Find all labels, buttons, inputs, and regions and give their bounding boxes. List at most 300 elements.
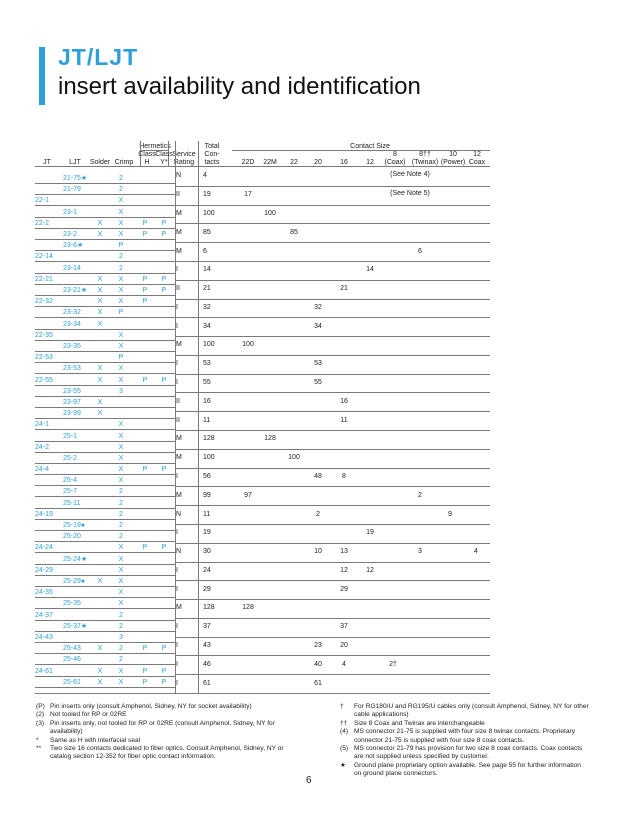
cell-crimp: 2 — [119, 533, 123, 540]
table-row-rule — [35, 474, 175, 475]
table-row-rule — [35, 228, 175, 229]
cell-ljt: 25-35 — [63, 600, 81, 607]
cell-ljt: 23-34 — [63, 321, 81, 328]
cell-jt: 22-1 — [35, 197, 50, 204]
table-row-rule — [175, 317, 490, 318]
cell-size-s20: 40 — [314, 661, 322, 668]
table-row-rule — [175, 543, 490, 544]
cell-class-y: P — [161, 544, 167, 551]
cell-jt: 24-35 — [35, 589, 53, 596]
table-row-rule — [35, 552, 175, 553]
table-row-rule — [35, 620, 175, 621]
table-row-rule — [35, 530, 175, 531]
cell-size-s22d: 97 — [244, 492, 252, 499]
cell-total: 34 — [203, 323, 211, 330]
cell-ljt: 23-21★ — [63, 287, 88, 294]
footnote-text: Same as H with interfacial seal — [50, 736, 141, 744]
col-header-size-s8tt: (Twinax) — [411, 159, 439, 166]
cell-class-y: P — [161, 668, 167, 675]
table-row-rule — [35, 261, 175, 262]
page-number: 6 — [306, 775, 312, 786]
cell-service: I — [176, 586, 178, 593]
service-column-divider — [175, 141, 176, 693]
cell-crimp: X — [118, 343, 124, 350]
cell-total: 128 — [203, 435, 215, 442]
cell-crimp: X — [118, 197, 124, 204]
cell-total: 4 — [203, 172, 207, 179]
cell-ljt: 25-2 — [63, 455, 78, 462]
cell-service: N — [176, 511, 182, 518]
table-row-rule — [35, 205, 175, 206]
cell-crimp: X — [118, 332, 124, 339]
footnote — [340, 745, 590, 762]
table-row-rule — [35, 373, 175, 374]
cell-crimp: X — [118, 365, 124, 372]
cell-service: I — [176, 323, 178, 330]
cell-ljt: 25-11 — [63, 500, 81, 507]
cell-class-y: P — [161, 466, 167, 473]
cell-ljt: 25-43 — [63, 645, 81, 652]
col-header-service: Rating — [173, 159, 195, 166]
series-title: JT/LJT — [58, 44, 139, 70]
cell-ljt: 23-14 — [63, 265, 81, 272]
cell-crimp: X — [118, 600, 124, 607]
cell-jt: 22-2 — [35, 220, 50, 227]
cell-jt: 24-61 — [35, 668, 53, 675]
table-row-rule — [35, 519, 175, 520]
cell-class-h: P — [142, 544, 148, 551]
table-row-rule — [35, 586, 175, 587]
header-rule — [35, 166, 490, 167]
cell-size-s16: 12 — [340, 567, 348, 574]
footnote — [340, 720, 590, 728]
col-header-size-s22: 22 — [290, 159, 298, 166]
cell-solder: X — [97, 645, 103, 652]
cell-service: I — [176, 473, 178, 480]
cell-crimp: X — [118, 544, 124, 551]
cell-total: 128 — [203, 604, 215, 611]
cell-crimp: X — [118, 209, 124, 216]
cell-crimp: X — [118, 287, 124, 294]
footnote-text: MS connector 21-79 has provision for two size 8 coax contacts. Coax contacts are not supplied unless specified by customer. — [354, 745, 583, 761]
footnote-marker: ★ — [340, 761, 346, 769]
cell-jt: 22-32 — [35, 298, 53, 305]
table-row-rule — [35, 340, 175, 341]
table-row-rule — [35, 273, 175, 274]
table-row-rule — [175, 374, 490, 375]
footnote-text: Size 8 Coax and Twinax are interchangeable — [354, 719, 485, 727]
cell-size-s20: 55 — [314, 379, 322, 386]
cell-total: 100 — [203, 210, 215, 217]
cell-crimp: 2 — [119, 612, 123, 619]
col-header-service: Service — [172, 151, 196, 158]
col-header-size-s12c: Coax — [468, 159, 486, 166]
cell-size-s20: 53 — [314, 360, 322, 367]
table-row-rule — [175, 562, 490, 563]
cell-size-s8tt: 6 — [418, 248, 422, 255]
footnotes-left — [36, 703, 304, 762]
cell-size-s16: 16 — [340, 398, 348, 405]
cell-size-s22: 85 — [290, 229, 298, 236]
table-row-rule — [35, 496, 175, 497]
cell-service: II — [176, 191, 180, 198]
footnote-text: Not tooled for RP or 02RE — [50, 711, 127, 719]
cell-service: I — [176, 680, 178, 687]
cell-size-s16: 21 — [340, 285, 348, 292]
cell-class-h: P — [142, 466, 148, 473]
cell-jt: 24-2 — [35, 444, 50, 451]
table-row-rule — [35, 396, 175, 397]
col-header-jt: JT — [43, 159, 51, 166]
cell-total: 100 — [203, 341, 215, 348]
cell-service: I — [176, 266, 178, 273]
cell-jt: 22-35 — [35, 332, 53, 339]
cell-total: 14 — [203, 266, 211, 273]
table-row-rule — [35, 608, 175, 609]
cell-class-h: P — [142, 231, 148, 238]
header-total: Con- — [204, 151, 220, 158]
cell-total: 6 — [203, 248, 207, 255]
footnote — [340, 728, 590, 745]
cell-ljt: 25-20 — [63, 533, 81, 540]
cell-total: 24 — [203, 567, 211, 574]
table-row-rule — [35, 653, 175, 654]
cell-ljt: 25-19● — [63, 522, 86, 529]
cell-crimp: 2 — [119, 175, 123, 182]
table-row-rule — [175, 674, 490, 675]
cell-class-h: P — [142, 668, 148, 675]
cell-ljt: 23-35 — [63, 343, 81, 350]
table-row-rule — [35, 217, 175, 218]
table-row-rule — [175, 449, 490, 450]
footnote — [36, 711, 304, 719]
table-row-rule — [175, 299, 490, 300]
header-contact-size: Contact Size — [350, 143, 390, 150]
table-row-rule — [35, 642, 175, 643]
col-header-size-s22m: 22M — [263, 159, 277, 166]
cell-crimp: X — [118, 589, 124, 596]
col-header-size-s8: 8 — [393, 151, 397, 158]
col-header-class-h: Class — [138, 151, 156, 158]
table-row-rule — [35, 429, 175, 430]
cell-ljt: 25-46 — [63, 656, 81, 663]
cell-total: 19 — [203, 529, 211, 536]
table-row-rule — [175, 261, 490, 262]
cell-class-h: P — [142, 679, 148, 686]
col-header-class-h: H — [144, 159, 150, 166]
cell-ljt: 21-79 — [63, 186, 81, 193]
cell-service: I — [176, 642, 178, 649]
cell-crimp: X — [118, 433, 124, 440]
cell-crimp: X — [118, 556, 124, 563]
cell-solder: X — [97, 365, 103, 372]
cell-size-s20: 23 — [314, 642, 322, 649]
cell-total: 19 — [203, 191, 211, 198]
cell-service: I — [176, 304, 178, 311]
table-row-rule — [35, 183, 175, 184]
table-row-rule — [35, 306, 175, 307]
cell-class-y: P — [161, 679, 167, 686]
cell-jt: 22-53 — [35, 354, 53, 361]
table-row-rule — [175, 430, 490, 431]
cell-size-s12: 14 — [366, 266, 374, 273]
cell-service: M — [176, 492, 182, 499]
cell-total: 11 — [203, 511, 211, 518]
cell-size-s16: 20 — [340, 642, 348, 649]
col-header-size-s12: 12 — [366, 159, 374, 166]
footnote — [36, 737, 304, 745]
table-row-rule — [35, 351, 175, 352]
cell-size-s16: 13 — [340, 548, 348, 555]
table-row-rule — [35, 676, 175, 677]
table-row-rule — [35, 664, 175, 665]
footnote — [340, 703, 590, 720]
footnote-marker: (2) — [36, 711, 45, 719]
table-row-rule — [35, 329, 175, 330]
cell-crimp: 2 — [119, 186, 123, 193]
footnote — [36, 703, 304, 711]
table-row-rule — [175, 392, 490, 393]
cell-crimp: 2 — [119, 265, 123, 272]
cell-service: M — [176, 210, 182, 217]
cell-total: 56 — [203, 473, 211, 480]
cell-size-s22d: 17 — [244, 191, 252, 198]
cell-class-y: P — [161, 377, 167, 384]
cell-total: 46 — [203, 661, 211, 668]
col-header-class-y: Y* — [160, 159, 168, 166]
cell-size-s20: 2 — [316, 511, 320, 518]
cell-total: 32 — [203, 304, 211, 311]
cell-total: 61 — [203, 680, 211, 687]
col-header-size-s10: (Power) — [440, 159, 466, 166]
cell-solder: X — [97, 287, 103, 294]
cell-ljt: 25-29● — [63, 578, 86, 585]
table-row-rule — [35, 284, 175, 285]
cell-crimp: X — [118, 477, 124, 484]
cell-solder: X — [97, 220, 103, 227]
cell-crimp: X — [118, 377, 124, 384]
table-row-rule — [175, 580, 490, 581]
footnote-marker: (4) — [340, 728, 349, 736]
cell-total: 30 — [203, 548, 211, 555]
table-row-rule — [35, 441, 175, 442]
cell-size-s22: 100 — [288, 454, 300, 461]
cell-size-s20: 32 — [314, 304, 322, 311]
cell-crimp: X — [118, 421, 124, 428]
cell-jt: 22-55 — [35, 377, 53, 384]
footnote-marker: (3) — [36, 719, 45, 727]
cell-size-s12c: 4 — [474, 548, 478, 555]
table-row-rule — [175, 411, 490, 412]
table-row-rule — [35, 463, 175, 464]
table-row-rule — [35, 418, 175, 419]
cell-note: (See Note 5) — [390, 190, 430, 197]
cell-service: I — [176, 661, 178, 668]
table-row-rule — [175, 336, 490, 337]
table-row-rule — [175, 468, 490, 469]
cell-size-s10: 9 — [448, 511, 452, 518]
table-row-rule — [35, 194, 175, 195]
footnote-text: Two size 16 contacts dedicated to fiber optics. Consult Amphenol, Sidney, NY or catalog section 12-352 for fiber optic contact information. — [50, 745, 284, 761]
cell-service: M — [176, 435, 182, 442]
table-row-rule — [35, 631, 175, 632]
cell-ljt: 25-7 — [63, 488, 78, 495]
footnote-text: MS connector 21-75 is supplied with four size 8 twinax contacts. Proprietary connector 21-75 is supplied with four size 8 coax contacts. — [354, 728, 575, 744]
cell-total: 85 — [203, 229, 211, 236]
footnote-marker: (5) — [340, 745, 349, 753]
cell-total: 55 — [203, 379, 211, 386]
footnote — [36, 720, 304, 737]
table-row-rule — [35, 385, 175, 386]
table-row-rule — [175, 505, 490, 506]
cell-jt: 22-21 — [35, 276, 53, 283]
cell-solder: X — [97, 377, 103, 384]
col-header-solder: Solder — [89, 159, 111, 166]
cell-note: (See Note 4) — [390, 171, 430, 178]
cell-jt: 24-1 — [35, 421, 50, 428]
cell-service: I — [176, 379, 178, 386]
cell-service: II — [176, 398, 180, 405]
cell-class-y: P — [161, 645, 167, 652]
cell-size-s16: 11 — [340, 417, 348, 424]
cell-total: 16 — [203, 398, 211, 405]
col-header-size-s10: 10 — [449, 151, 457, 158]
cell-class-y: P — [161, 220, 167, 227]
table-row-rule — [35, 541, 175, 542]
table-row-rule — [175, 280, 490, 281]
cell-ljt: 23-2 — [63, 231, 78, 238]
cell-crimp: P — [118, 354, 124, 361]
footnote-text: Pin inserts only (consult Amphenol, Sidney, NY for socket availability) — [50, 703, 252, 710]
table-row-rule — [35, 362, 175, 363]
cell-class-y: P — [161, 287, 167, 294]
table-row-rule — [35, 597, 175, 598]
cell-size-s20: 48 — [314, 473, 322, 480]
table-row-rule — [35, 564, 175, 565]
cell-total: 100 — [203, 454, 215, 461]
cell-solder: X — [97, 298, 103, 305]
table-row-rule — [35, 575, 175, 576]
cell-total: 11 — [203, 417, 211, 424]
cell-service: M — [176, 604, 182, 611]
cell-ljt: 23-6★ — [63, 242, 84, 249]
cell-size-s12: 12 — [366, 567, 374, 574]
cell-solder: X — [97, 399, 103, 406]
cell-crimp: X — [118, 567, 124, 574]
footnote — [340, 762, 590, 779]
cell-crimp: 2 — [119, 645, 123, 652]
table-row-rule — [175, 486, 490, 487]
cell-crimp: 3 — [119, 388, 123, 395]
cell-class-h: P — [142, 377, 148, 384]
cell-crimp: 3 — [119, 634, 123, 641]
cell-size-s22m: 100 — [264, 210, 276, 217]
table-row-rule — [175, 355, 490, 356]
cell-solder: X — [97, 578, 103, 585]
cell-crimp: 2 — [119, 522, 123, 529]
footnote-text: Ground plane proprietary option available. See page 55 for further information on ground plane connectors. — [354, 761, 581, 778]
cell-solder: X — [97, 309, 103, 316]
header-hermetics: Hermetics — [139, 143, 171, 150]
footnote-marker: (P) — [36, 703, 45, 710]
cell-size-s22d: 128 — [242, 604, 254, 611]
cell-ljt: 25-37★ — [63, 623, 88, 630]
cell-total: 29 — [203, 586, 211, 593]
cell-crimp: X — [118, 444, 124, 451]
cell-ljt: 23-55 — [63, 388, 81, 395]
cell-service: N — [176, 172, 182, 179]
cell-jt: 24-19 — [35, 511, 53, 518]
cell-service: I — [176, 567, 178, 574]
page-title: insert availability and identification — [58, 73, 421, 100]
cell-class-y: P — [161, 231, 167, 238]
cell-ljt: 25-61 — [63, 679, 81, 686]
cell-crimp: 2 — [119, 500, 123, 507]
cell-service: M — [176, 341, 182, 348]
col-header-ljt: LJT — [69, 159, 81, 166]
cell-size-s8tt: 3 — [418, 548, 422, 555]
cell-solder: X — [97, 276, 103, 283]
cell-solder: X — [97, 231, 103, 238]
cell-service: N — [176, 548, 182, 555]
cell-solder: X — [97, 321, 103, 328]
cell-crimp: X — [118, 679, 124, 686]
cell-crimp: P — [118, 242, 124, 249]
table-row-rule — [35, 407, 175, 408]
footnotes-right — [340, 703, 590, 779]
table-row-rule — [35, 317, 175, 318]
cell-total: 99 — [203, 492, 211, 499]
cell-crimp: X — [118, 668, 124, 675]
cell-size-s20: 10 — [314, 548, 322, 555]
cell-class-h: P — [142, 645, 148, 652]
cell-size-s22d: 100 — [242, 341, 254, 348]
footnote-marker: † — [340, 703, 344, 710]
cell-crimp: X — [118, 220, 124, 227]
cell-size-s22m: 128 — [264, 435, 276, 442]
table-row-rule — [35, 295, 175, 296]
table-row-rule — [175, 205, 490, 206]
total-column-divider — [198, 141, 199, 693]
cell-service: M — [176, 248, 182, 255]
cell-jt: 24-37 — [35, 612, 53, 619]
cell-class-h: P — [142, 298, 148, 305]
cell-solder: X — [97, 410, 103, 417]
footnote-marker: ** — [36, 745, 42, 753]
cell-size-s8tt: 2 — [418, 492, 422, 499]
cell-size-s12: 19 — [366, 529, 374, 536]
cell-service: II — [176, 417, 180, 424]
cell-service: I — [176, 623, 178, 630]
cell-class-h: P — [142, 287, 148, 294]
col-header-size-s12c: 12 — [473, 151, 481, 158]
cell-class-h: P — [142, 220, 148, 227]
cell-class-h: P — [142, 276, 148, 283]
cell-crimp: X — [118, 578, 124, 585]
table-row-rule — [35, 508, 175, 509]
footnote-marker: †† — [340, 719, 348, 727]
table-row-rule — [35, 239, 175, 240]
table-row-rule — [35, 452, 175, 453]
cell-ljt: 23-53 — [63, 365, 81, 372]
cell-crimp: X — [118, 466, 124, 473]
col-header-size-s8tt: 8†† — [419, 151, 431, 158]
cell-ljt: 23-99 — [63, 410, 81, 417]
col-header-size-s8: (Coax) — [384, 159, 406, 166]
table-row-rule — [175, 637, 490, 638]
cell-class-y: P — [161, 276, 167, 283]
table-row-rule — [175, 655, 490, 656]
